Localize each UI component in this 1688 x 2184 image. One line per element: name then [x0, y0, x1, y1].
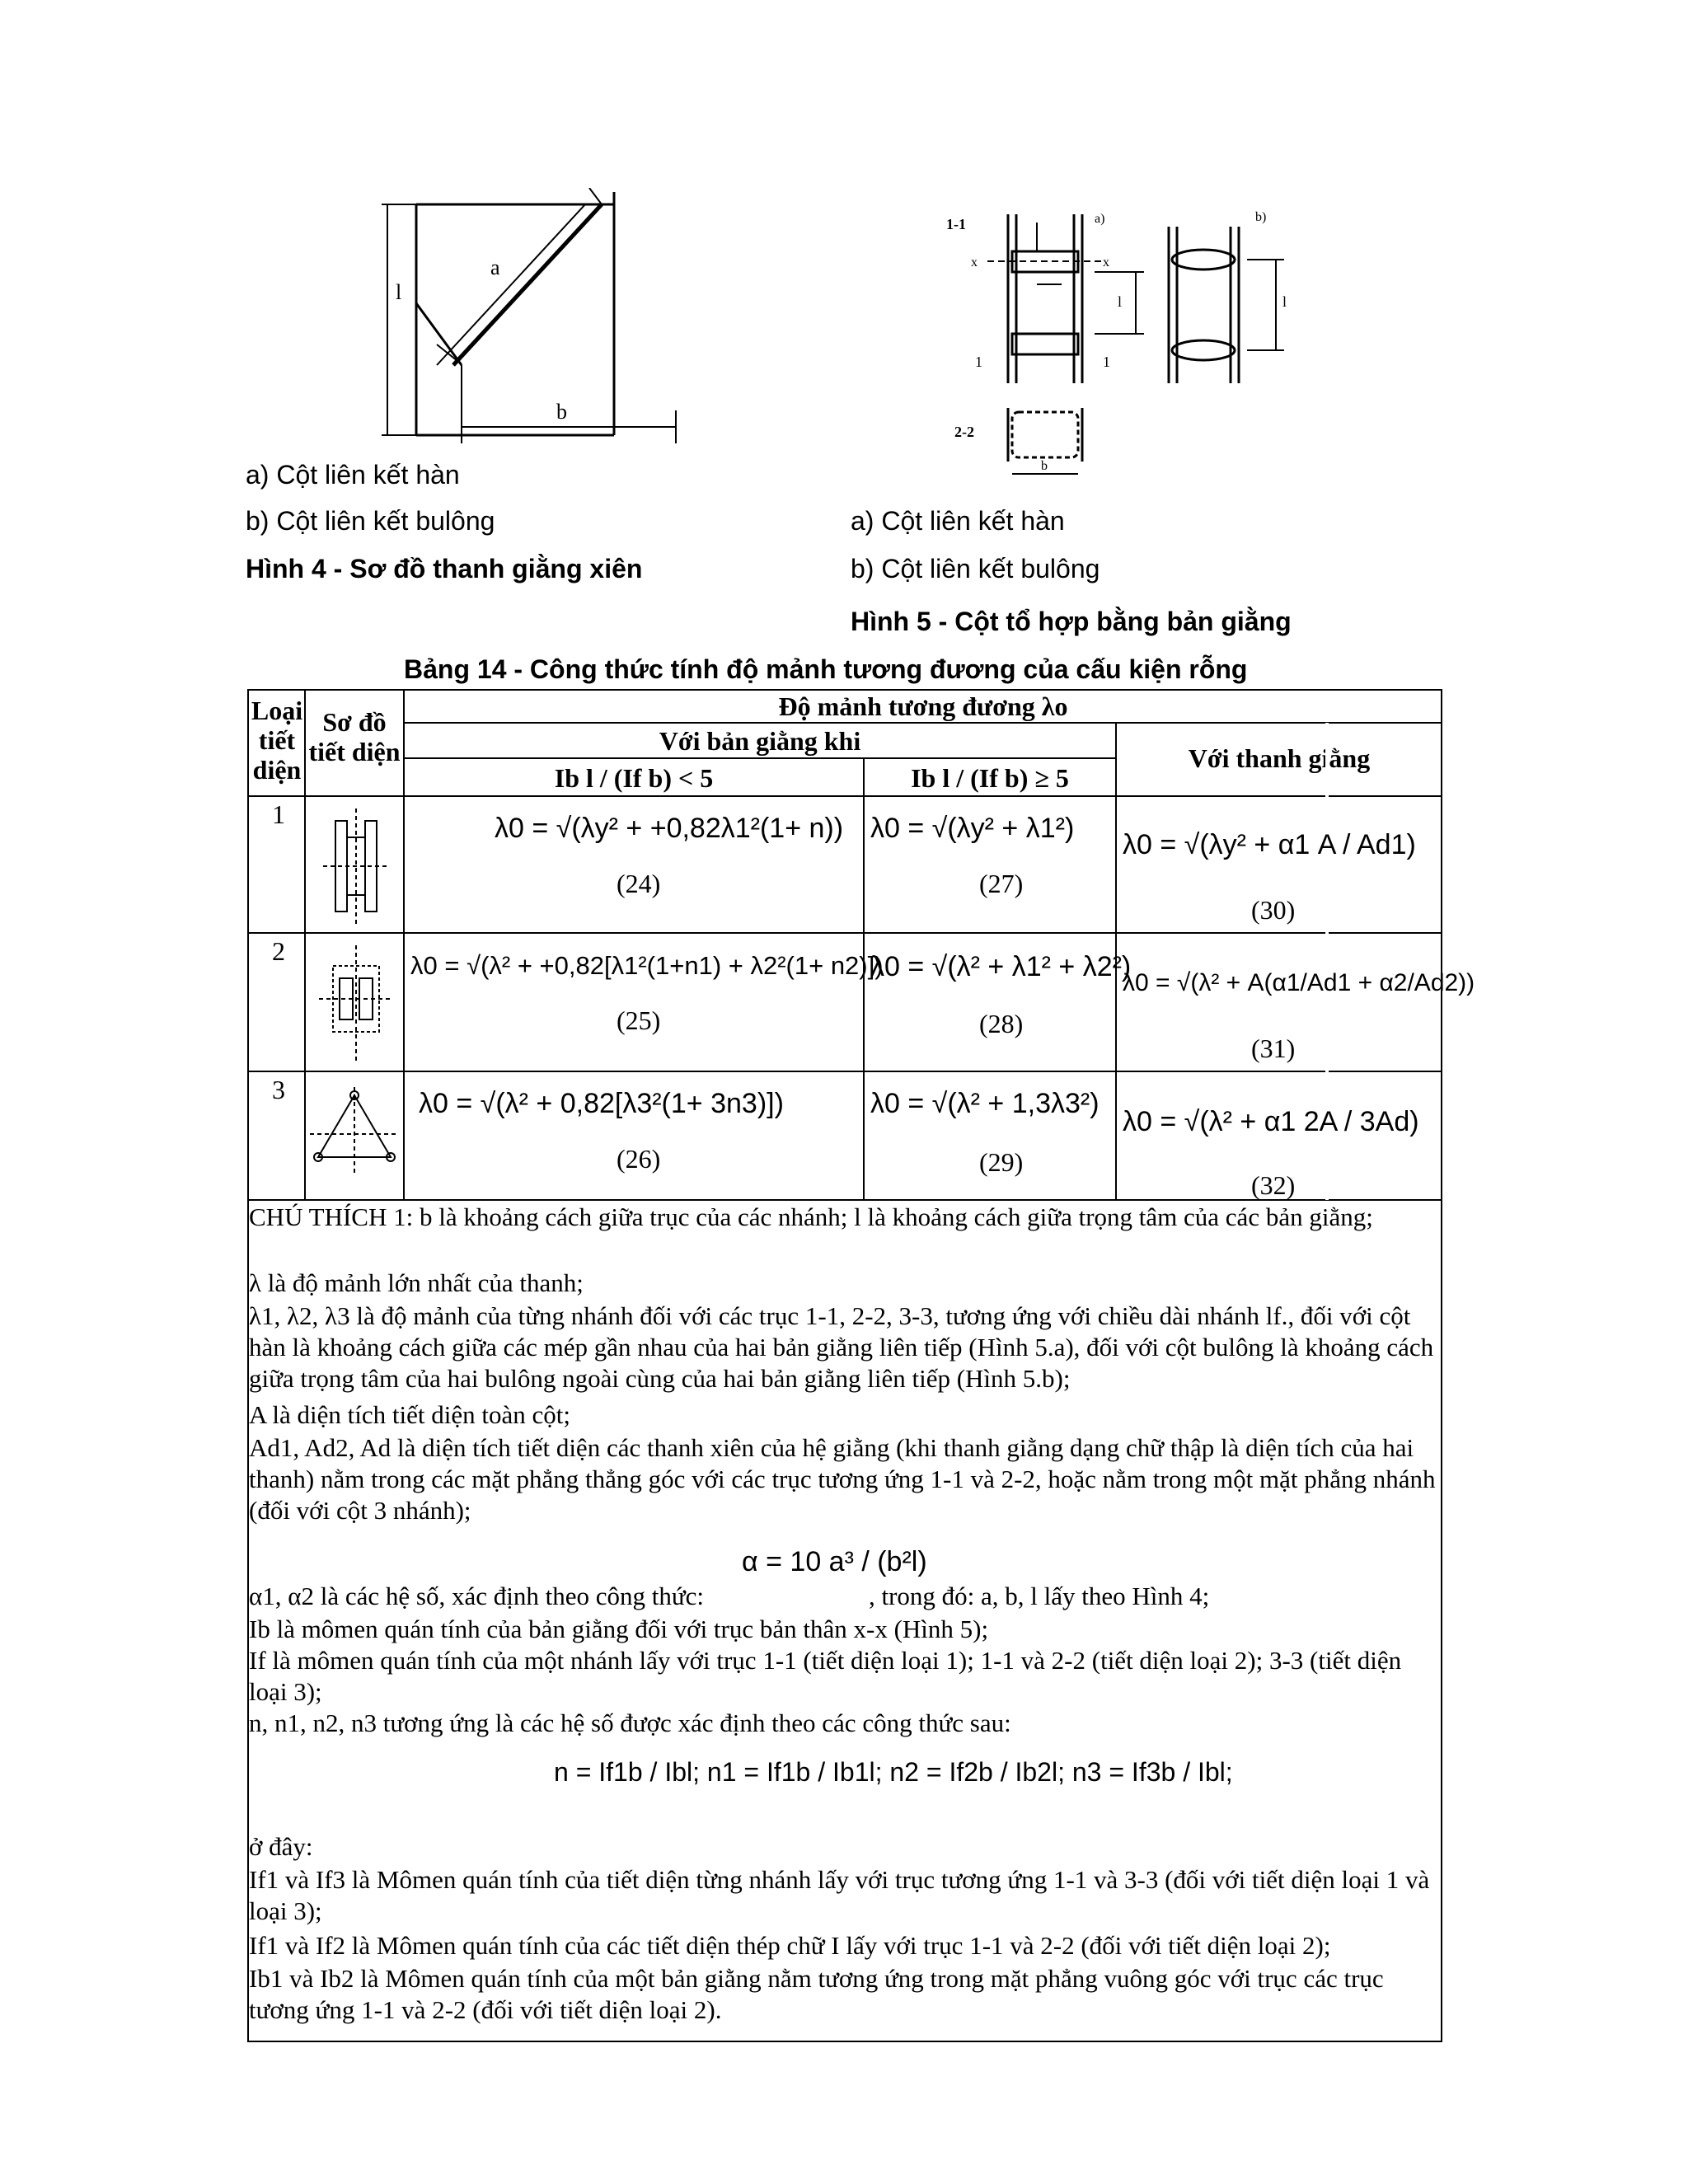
- figure-4-diagram: [379, 188, 692, 452]
- row-3-num-lt: (26): [617, 1144, 661, 1174]
- n-formulas: n = If1b / Ibl; n1 = If1b / Ib1l; n2 = If2b / Ib2l; n3 = If3b / Ibl;: [554, 1757, 1233, 1787]
- row-3-type: 3: [272, 1075, 285, 1104]
- row-3-eq-ge: λ0 = √(λ² + 1,3λ3²): [870, 1088, 1100, 1119]
- formula-table: [247, 689, 1475, 2042]
- header-with-plate: Với bản giằng khi: [659, 726, 861, 756]
- row-3-num-ge: (29): [979, 1147, 1024, 1177]
- figure-5-diagram: [938, 198, 1342, 486]
- row-2-eq-bar: λ0 = √(λ² + A(α1/Ad1 + α2/Ad2)): [1123, 969, 1475, 996]
- table-title: Bảng 14 - Công thức tính độ mảnh tương đương của cấu kiện rỗng: [404, 654, 1248, 684]
- figure-4-caption-a: a) Cột liên kết hàn: [246, 460, 460, 490]
- figure-5-label-1-left: 1: [975, 354, 982, 370]
- row-2-scheme: [315, 941, 397, 1065]
- figure-5-label-b: b): [1255, 210, 1267, 224]
- row-2-eq-lt: λ0 = √(λ² + +0,82[λ1²(1+n1) + λ2²(1+ n2)]): [410, 951, 884, 980]
- row-2-eq-ge: λ0 = √(λ² + λ1² + λ2²): [870, 951, 1132, 982]
- figure-5-label-b-dim: b: [1041, 459, 1048, 473]
- figure-5-label-a: a): [1095, 212, 1105, 226]
- row-1-scheme: [315, 804, 397, 928]
- row-1-eq-ge: λ0 = √(λy² + λ1²): [870, 813, 1075, 844]
- figure-5-label-x-right: x: [1103, 255, 1109, 269]
- header-scheme: Sơ đồ tiết diện: [308, 707, 401, 766]
- figure-5-caption-a: a) Cột liên kết hàn: [851, 506, 1065, 536]
- header-type: Loại tiết diện: [251, 696, 303, 785]
- figure-5-label-x-left: x: [971, 255, 978, 269]
- header-cond-ge: Ib l / (If b) ≥ 5: [911, 763, 1069, 793]
- row-3-num-bar: (32): [1251, 1170, 1296, 1200]
- figure-4-label-b: b: [556, 400, 567, 424]
- figure-5-label-l-b: l: [1282, 293, 1287, 310]
- note-6a: α1, α2 là các hệ số, xác định theo công thức:: [249, 1582, 705, 1610]
- note-11: If1 và If3 là Mômen quán tính của tiết diện từng nhánh lấy với trục tương ứng 1-1 và 3-3 (đối với tiết diện loại 1 và loại 3);: [249, 1865, 1430, 1925]
- note-9: n, n1, n2, n3 tương ứng là các hệ số được xác định theo các công thức sau:: [249, 1708, 1011, 1737]
- row-2-num-ge: (28): [979, 1009, 1024, 1038]
- figure-4-label-l: l: [396, 280, 402, 304]
- row-2-num-bar: (31): [1251, 1033, 1296, 1063]
- figure-5-label-l-a: l: [1118, 293, 1123, 310]
- note-10: ở đây:: [249, 1832, 313, 1861]
- row-2-num-lt: (25): [617, 1005, 661, 1035]
- figure-4-title: Hình 4 - Sơ đồ thanh giằng xiên: [246, 554, 643, 583]
- note-1: CHÚ THÍCH 1: b là khoảng cách giữa trục của các nhánh; l là khoảng cách giữa trọng tâm của các bản giằng;: [249, 1202, 1373, 1231]
- note-12: If1 và If2 là Mômen quán tính của các tiết diện thép chữ I lấy với trục 1-1 và 2-2 (đối với tiết diện loại 2);: [249, 1931, 1331, 1960]
- row-1-eq-bar: λ0 = √(λy² + α1 A / Ad1): [1123, 829, 1416, 860]
- note-4: A là diện tích tiết diện toàn cột;: [249, 1400, 570, 1429]
- row-1-num-bar: (30): [1251, 895, 1296, 925]
- row-1-type: 1: [272, 799, 285, 829]
- note-5: Ad1, Ad2, Ad là diện tích tiết diện các thanh xiên của hệ giằng (khi thanh giằng dạng chữ thập là diện tích của hai thanh) nằm trong các mặt phẳng thẳng góc với các trục tương ứng 1-1 và 2-2, hoặc nằm trong một mặt phẳng nhánh (đối với cột 3 nhánh);: [249, 1433, 1436, 1525]
- row-1-num-lt: (24): [617, 869, 661, 898]
- header-equiv: Độ mảnh tương đương λo: [778, 691, 1068, 721]
- note-8: If là mômen quán tính của một nhánh lấy với trục 1-1 (tiết diện loại 1); 1-1 và 2-2 (tiết diện loại 2); 3-3 (tiết diện loại 3);: [249, 1646, 1402, 1706]
- header-cond-lt: Ib l / (If b) < 5: [554, 763, 714, 793]
- figure-4-caption-b: b) Cột liên kết bulông: [246, 506, 495, 536]
- figure-5-title: Hình 5 - Cột tổ hợp bằng bản giằng: [851, 607, 1292, 636]
- note-2: λ là độ mảnh lớn nhất của thanh;: [249, 1268, 584, 1297]
- figure-5-label-1-1: 1-1: [946, 216, 966, 232]
- figure-4-label-a: a: [490, 255, 500, 279]
- row-3-eq-lt: λ0 = √(λ² + 0,82[λ3²(1+ 3n3)]): [419, 1088, 784, 1119]
- header-with-bar: Với thanh giằng: [1188, 743, 1371, 773]
- row-3-eq-bar: λ0 = √(λ² + α1 2A / 3Ad): [1123, 1106, 1419, 1137]
- note-7: Ib là mômen quán tính của bản giằng đối với trục bản thân x-x (Hình 5);: [249, 1615, 989, 1643]
- figure-5-label-2-2: 2-2: [954, 424, 974, 440]
- note-3: λ1, λ2, λ3 là độ mảnh của từng nhánh đối với các trục 1-1, 2-2, 3-3, tương ứng với chiều dài nhánh lf., đối với cột hàn là khoảng cách giữa các mép gần nhau của hai bản giằng liên tiếp (Hình 5.a), đối với cột bulông là khoảng cách giữa trọng tâm của hai bulông ngoài cùng của hai bản giằng liên tiếp (Hình 5.b);: [249, 1301, 1434, 1393]
- figure-5-caption-b: b) Cột liên kết bulông: [851, 554, 1100, 583]
- note-13: Ib1 và Ib2 là Mômen quán tính của một bản giằng nằm tương ứng trong mặt phẳng vuông góc với trục các trục tương ứng 1-1 và 2-2 (đối với tiết diện loại 2).: [249, 1964, 1384, 2024]
- alpha-formula: α = 10 a³ / (b²l): [742, 1546, 927, 1577]
- note-6b: , trong đó: a, b, l lấy theo Hình 4;: [869, 1582, 1210, 1610]
- row-1-eq-lt: λ0 = √(λy² + +0,82λ1²(1+ n)): [495, 813, 844, 844]
- row-2-type: 2: [272, 936, 285, 966]
- figure-5-label-1-right: 1: [1103, 354, 1110, 370]
- row-3-scheme: [308, 1083, 401, 1182]
- row-1-num-ge: (27): [979, 869, 1024, 898]
